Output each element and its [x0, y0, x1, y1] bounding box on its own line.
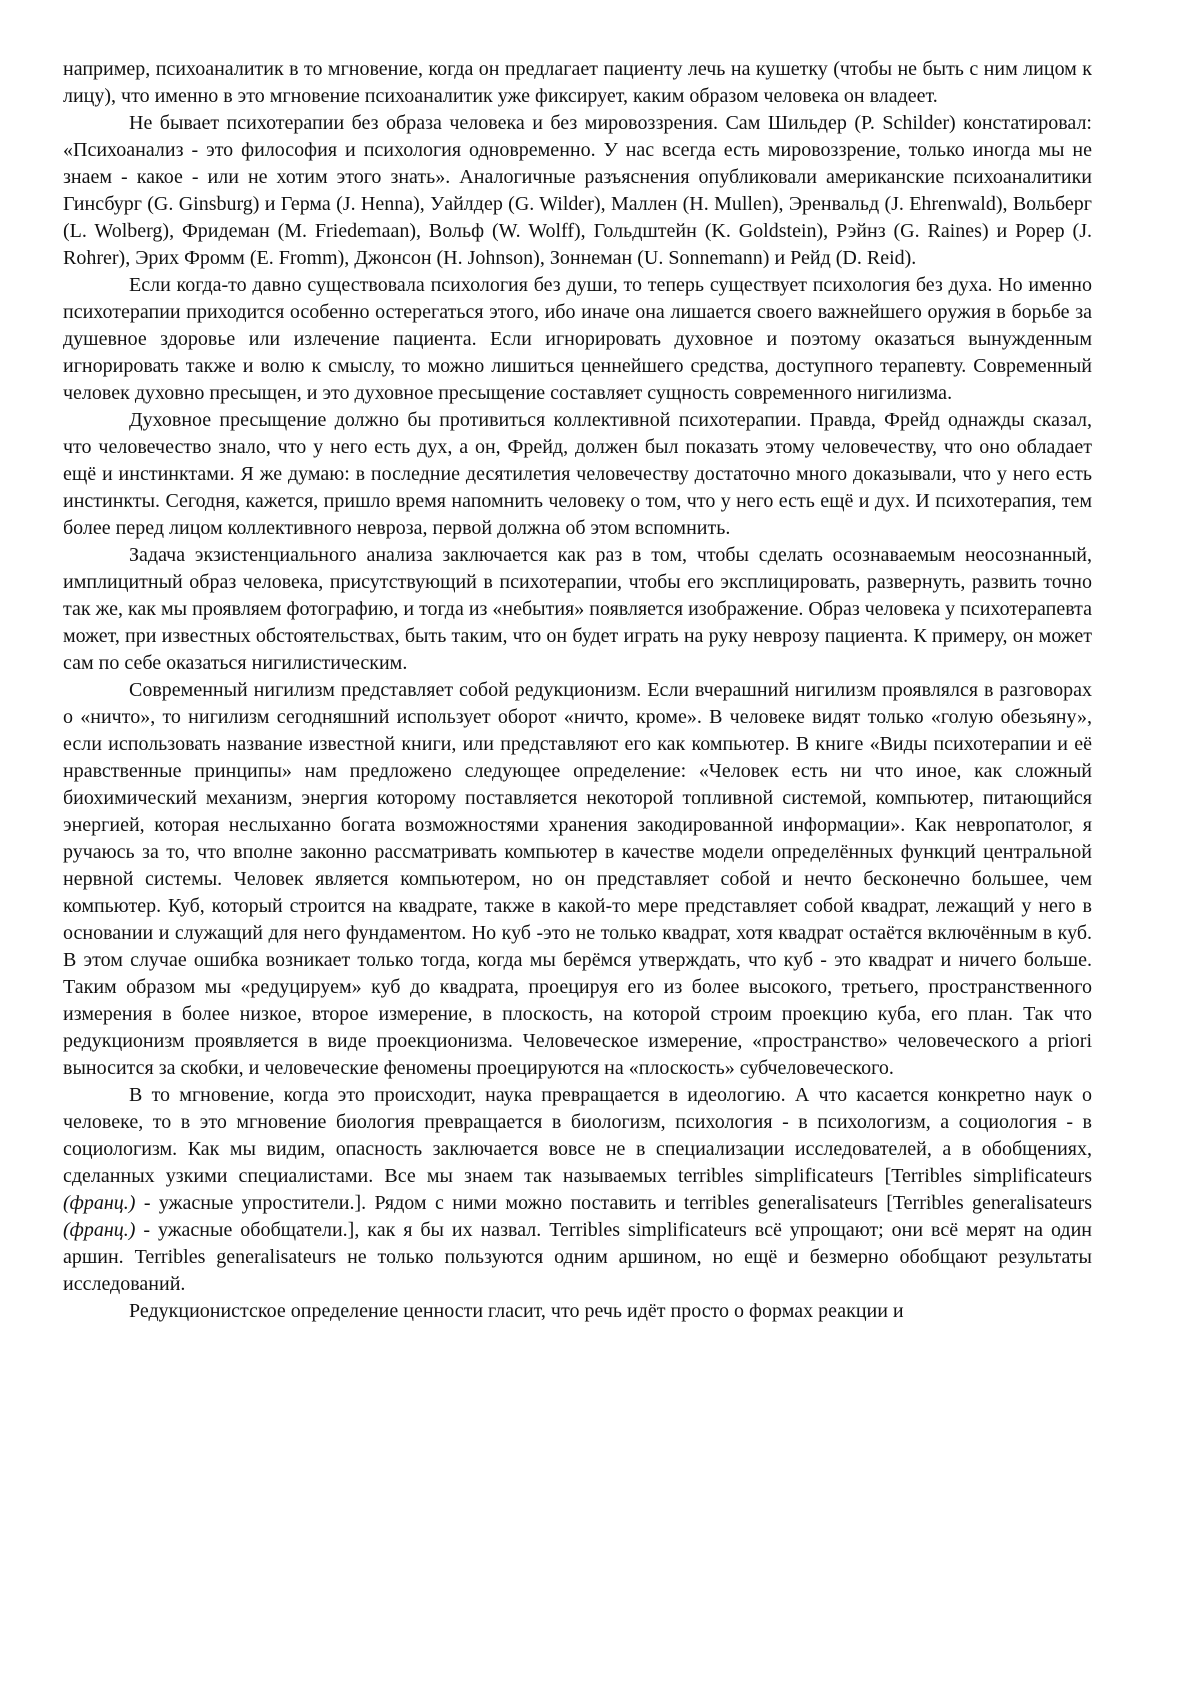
paragraph-2: Не бывает психотерапии без образа человека и без мировоззрения. Сам Шильдер (P. Schilder) констатировал: «Психоанализ - это философия и психология одновременно. У нас всегда есть мировоззрение, только иногда мы не знаем - какое - или не хотим этого знать». Аналогичные разъяснения опубликовали американские психоаналитики Гинсбург (G. Ginsburg) и Герма (J. Henna), Уайлдер (G. Wilder), Маллен (H. Mullen), Эренвальд (J. Ehrenwald), Вольберг (L. Wolberg), Фридеман (M. Friedemaan), Вольф (W. Wolff), Гольдштейн (K. Goldstein), Рэйнз (G. Raines) и Рорер (J. Rohrer), Эрих Фромм (E. Fromm), Джонсон (H. Johnson), Зоннеман (U. Sonnemann) и Рейд (D. Reid).: [63, 110, 1092, 272]
paragraph-1: например, психоаналитик в то мгновение, когда он предлагает пациенту лечь на кушетку (чтобы не быть с ним лицом к лицу), что именно в это мгновение психоаналитик уже фиксирует, каким образом человека он владеет.: [63, 56, 1092, 110]
paragraph-7: В то мгновение, когда это происходит, наука превращается в идеологию. А что касается конкретно наук о человеке, то в это мгновение биология превращается в биологизм, психология - в психологизм, а социология - в социологизм. Как мы видим, опасность заключается вовсе не в специализации исследователей, а в обобщениях, сделанных узкими специалистами. Все мы знаем так называемых terribles simplificateurs [Terribles simplificateurs (франц.) - ужасные упростители.]. Рядом с ними можно поставить и terribles generalisateurs [Terribles generalisateurs (франц.) - ужасные обобщатели.], как я бы их назвал. Terribles simplificateurs всё упрощают; они всё мерят на один аршин. Terribles generalisateurs не только пользуются одним аршином, но ещё и безмерно обобщают результаты исследований.: [63, 1082, 1092, 1298]
paragraph-5: Задача экзистенциального анализа заключается как раз в том, чтобы сделать осознаваемым неосознанный, имплицитный образ человека, присутствующий в психотерапии, чтобы его эксплицировать, развернуть, развить точно так же, как мы проявляем фотографию, и тогда из «небытия» появляется изображение. Образ человека у психотерапевта может, при известных обстоятельствах, быть таким, что он будет играть на руку неврозу пациента. К примеру, он может сам по себе оказаться нигилистическим.: [63, 542, 1092, 677]
document-page: [0, 0, 1200, 1697]
paragraph-8: Редукционистское определение ценности гласит, что речь идёт просто о формах реакции и: [63, 1298, 1092, 1325]
paragraph-3: Если когда-то давно существовала психология без души, то теперь существует психология без духа. Но именно психотерапии приходится особенно остерегаться этого, ибо иначе она лишается своего важнейшего оружия в борьбе за душевное здоровье или излечение пациента. Если игнорировать духовное и поэтому оказаться вынужденным игнорировать также и волю к смыслу, то можно лишиться ценнейшего средства, доступного терапевту. Современный человек духовно пресыщен, и это духовное пресыщение составляет сущность современного нигилизма.: [63, 272, 1092, 407]
paragraph-6: Современный нигилизм представляет собой редукционизм. Если вчерашний нигилизм проявлялся в разговорах о «ничто», то нигилизм сегодняшний использует оборот «ничто, кроме». В человеке видят только «голую обезьяну», если использовать название известной книги, или представляют его как компьютер. В книге «Виды психотерапии и её нравственные принципы» нам предложено следующее определение: «Человек есть ни что иное, как сложный биохимический механизм, энергия которому поставляется некоторой топливной системой, компьютер, питающийся энергией, которая неслыханно богата возможностями хранения закодированной информации». Как невропатолог, я ручаюсь за то, что вполне законно рассматривать компьютер в качестве модели определённых функций центральной нервной системы. Человек является компьютером, но он представляет собой и нечто бесконечно большее, чем компьютер. Куб, который строится на квадрате, также в какой-то мере представляет собой квадрат, лежащий у него в основании и служащий для него фундаментом. Но куб -это не только квадрат, хотя квадрат остаётся включённым в куб. В этом случае ошибка возникает только тогда, когда мы берёмся утверждать, что куб - это квадрат и ничего больше. Таким образом мы «редуцируем» куб до квадрата, проецируя его из более высокого, третьего, пространственного измерения в более низкое, второе измерение, в плоскость, на которой строим проекцию куба, его план. Так что редукционизм проявляется в виде проекционизма. Человеческое измерение, «пространство» человеческого a priori выносится за скобки, и человеческие феномены проецируются на «плоскость» субчеловеческого.: [63, 677, 1092, 1082]
paragraph-4: Духовное пресыщение должно бы противиться коллективной психотерапии. Правда, Фрейд однажды сказал, что человечество знало, что у него есть дух, а он, Фрейд, должен был показать этому человечеству, что оно обладает ещё и инстинктами. Я же думаю: в последние десятилетия человечеству достаточно много доказывали, что у него есть инстинкты. Сегодня, кажется, пришло время напомнить человеку о том, что у него есть ещё и дух. И психотерапия, тем более перед лицом коллективного невроза, первой должна об этом вспомнить.: [63, 407, 1092, 542]
